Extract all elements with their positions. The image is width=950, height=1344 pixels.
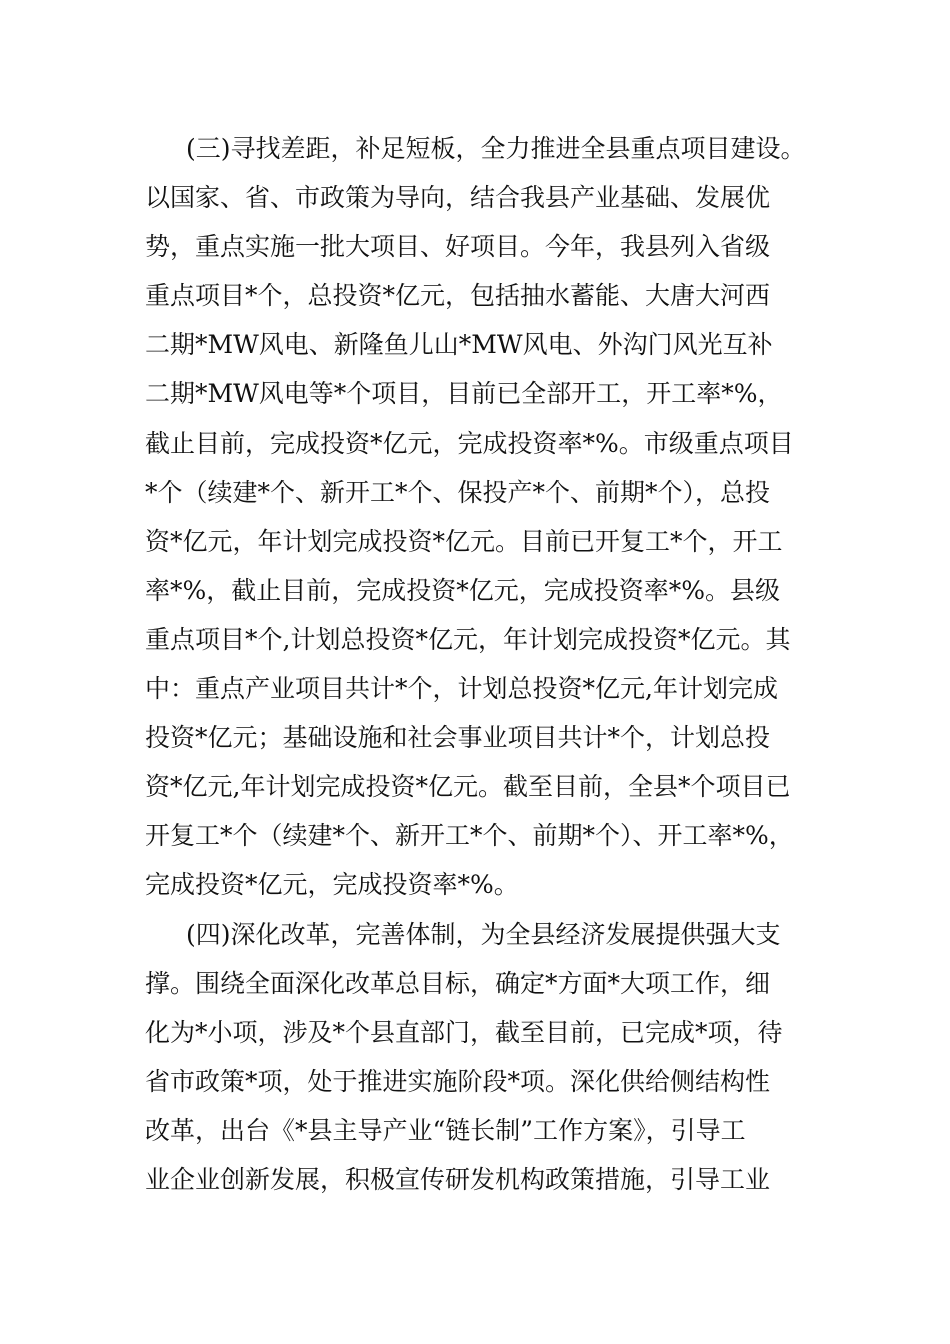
paragraph-line: 开复工*个（续建*个、新开工*个、前期*个）、开工率*%， — [145, 821, 794, 851]
paragraph-line: 撑。围绕全面深化改革总目标，确定*方面*大项工作，细 — [145, 968, 771, 998]
paragraph-line: 势，重点实施一批大项目、好项目。今年，我县列入省级 — [145, 232, 771, 262]
paragraph-reform — [145, 910, 815, 1205]
paragraph-line: 资*亿元,年计划完成投资*亿元。截至目前，全县*个项目已 — [145, 772, 791, 802]
paragraph-line: 率*%，截止目前，完成投资*亿元，完成投资率*%。县级 — [145, 575, 781, 605]
paragraph-line: 以国家、省、市政策为导向，结合我县产业基础、发展优 — [145, 183, 771, 213]
paragraph-line: 完成投资*亿元，完成投资率*%。 — [145, 870, 519, 900]
paragraph-line: 重点项目*个，总投资*亿元，包括抽水蓄能、大唐大河西 — [145, 281, 771, 311]
paragraph-line: 投资*亿元；基础设施和社会事业项目共计*个，计划总投 — [145, 723, 771, 753]
paragraph-line: 重点项目*个,计划总投资*亿元，年计划完成投资*亿元。其 — [145, 624, 791, 654]
paragraph-line: 截止目前，完成投资*亿元，完成投资率*%。市级重点项目 — [145, 428, 794, 458]
paragraph-line: 化为*小项，涉及*个县直部门，截至目前，已完成*项，待 — [145, 1017, 783, 1047]
paragraph-line: 资*亿元，年计划完成投资*亿元。目前已开复工*个，开工 — [145, 526, 783, 556]
paragraph-line: 省市政策*项，处于推进实施阶段*项。深化供给侧结构性 — [145, 1066, 771, 1096]
paragraph-line: 二期*MW风电、新隆鱼儿山*MW风电、外沟门风光互补 — [145, 330, 773, 360]
paragraph-line: (三)寻找差距，补足短板，全力推进全县重点项目建设。 — [186, 134, 806, 163]
paragraph-line: *个（续建*个、新开工*个、保投产*个、前期*个），总投 — [145, 477, 771, 507]
paragraph-line: (四)深化改革，完善体制，为全县经济发展提供强大支 — [186, 919, 781, 949]
paragraph-line: 二期*MW风电等*个项目，目前已全部开工，开工率*%， — [145, 379, 783, 409]
paragraph-line: 业企业创新发展，积极宣传研发机构政策措施，引导工业 — [145, 1164, 771, 1194]
document-page — [145, 124, 815, 1204]
paragraph-line: 中：重点产业项目共计*个，计划总投资*亿元,年计划完成 — [145, 674, 778, 704]
paragraph-key-projects — [145, 124, 815, 910]
paragraph-line: 改革，出台《*县主导产业“链长制”工作方案》，引导工 — [145, 1115, 746, 1145]
